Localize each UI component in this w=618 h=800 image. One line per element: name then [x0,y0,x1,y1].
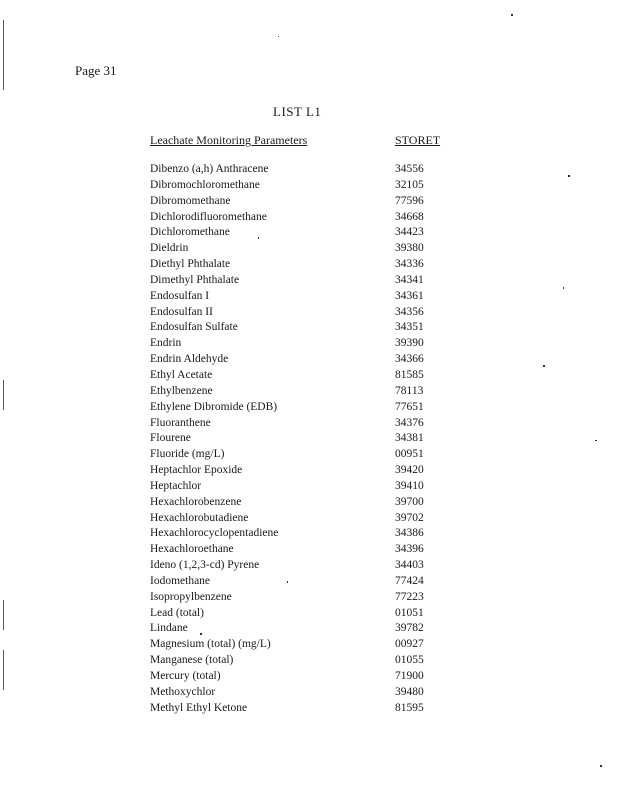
storet-code: 34376 [395,416,424,429]
storet-code: 39700 [395,495,424,508]
storet-code: 34366 [395,353,424,366]
scan-speck [563,287,564,289]
parameter-name: Heptachlor Epoxide [150,464,243,477]
parameter-name: Dibenzo (a,h) Anthracene [150,163,269,175]
parameter-name: Ethylene Dibromide (EDB) [150,400,278,413]
table-row [150,336,470,352]
storet-code: 34336 [395,258,424,271]
parameter-name: Magnesium (total) (mg/L) [150,638,271,651]
scan-edge-line [3,380,4,410]
table-row [150,431,470,447]
parameter-name: Fluoranthene [150,416,211,429]
table-row [150,558,470,574]
storet-code: 34381 [395,432,424,445]
table-row [150,210,470,226]
parameter-name: Dibromomethane [150,194,231,207]
parameter-name: Dibromochloromethane [150,178,260,191]
parameter-name: Ideno (1,2,3-cd) Pyrene [150,559,260,572]
table-row [150,701,470,717]
storet-code: 78113 [395,384,424,397]
parameter-name: Methyl Ethyl Ketone [150,701,248,714]
table-row [150,637,470,653]
parameter-table [150,162,470,717]
storet-code: 81585 [395,368,424,381]
storet-code: 34423 [395,226,424,239]
table-row [150,416,470,432]
table-row [150,685,470,701]
table-row [150,305,470,321]
table-row [150,368,470,384]
table-row [150,225,470,241]
parameter-name: Dichloromethane [150,226,230,239]
table-row [150,194,470,210]
storet-code: 34396 [395,543,424,556]
table-row [150,241,470,257]
parameter-name: Dimethyl Phthalate [150,273,240,286]
parameter-name: Endosulfan Sulfate [150,321,238,334]
storet-code: 39390 [395,337,424,350]
storet-code: 34341 [395,273,424,286]
scan-speck [595,440,597,441]
table-row [150,606,470,622]
table-row [150,289,470,305]
scan-edge-line [3,600,4,630]
storet-code: 39480 [395,685,424,698]
table-row [150,526,470,542]
parameter-name: Lindane [150,622,188,635]
scan-edge-line [3,20,4,90]
parameter-name: Endosulfan II [150,305,213,318]
parameter-name: Dieldrin [150,242,189,255]
storet-code: 39410 [395,479,424,492]
table-row [150,352,470,368]
storet-code: 01051 [395,606,424,619]
parameter-name: Hexachlorocyclopentadiene [150,527,279,540]
table-row [150,257,470,273]
storet-code: 39702 [395,511,424,524]
page-number: Page 31 [75,63,117,78]
storet-code: 34403 [395,559,424,572]
table-row [150,479,470,495]
table-row [150,384,470,400]
table-row [150,447,470,463]
storet-code: 77223 [395,590,424,603]
list-title: LIST L1 [273,104,322,119]
parameter-name: Hexachlorobutadiene [150,511,249,524]
parameter-name: Flourene [150,432,191,445]
storet-code: 00951 [395,448,424,461]
storet-code: 81595 [395,701,424,714]
storet-code: 34356 [395,305,424,318]
parameter-name: Isopropylbenzene [150,590,232,603]
scan-speck [543,365,545,367]
parameter-name: Endrin [150,337,182,350]
table-row [150,621,470,637]
storet-code: 77596 [395,194,424,207]
parameter-name: Hexachloroethane [150,543,234,556]
storet-code: 01055 [395,654,424,667]
parameter-name: Hexachlorobenzene [150,495,242,508]
storet-code: 32105 [395,178,424,191]
table-row [150,178,470,194]
parameter-name: Iodomethane [150,574,211,587]
scan-edge-line [3,650,4,690]
table-row [150,400,470,416]
storet-code: 77651 [395,400,424,413]
scan-speck [568,175,570,177]
table-row [150,162,470,178]
table-row [150,320,470,336]
parameter-name: Fluoride (mg/L) [150,448,225,461]
parameter-name: Heptachlor [150,479,202,492]
parameter-name: Ethyl Acetate [150,368,213,381]
storet-code: 34361 [395,289,424,302]
storet-code: 34351 [395,321,424,334]
parameter-name: Manganese (total) [150,654,234,667]
table-row [150,511,470,527]
storet-code: 34386 [395,527,424,540]
parameter-name: Methoxychlor [150,685,216,698]
table-row [150,495,470,511]
table-row [150,273,470,289]
table-row [150,463,470,479]
parameter-name: Diethyl Phthalate [150,258,231,271]
parameter-column-header: Leachate Monitoring Parameters [150,133,308,147]
table-row [150,590,470,606]
storet-code: 34668 [395,210,424,223]
scan-speck [511,14,513,16]
parameter-name: Mercury (total) [150,670,221,682]
storet-code: 34556 [395,163,424,175]
storet-code: 39782 [395,622,424,635]
storet-code: 39380 [395,242,424,255]
parameter-name: Dichlorodifluoromethane [150,210,267,223]
parameter-name: Endosulfan I [150,289,210,302]
table-row [150,574,470,590]
table-row [150,669,470,685]
scan-speck [600,765,602,767]
parameter-name: Lead (total) [150,606,204,619]
parameter-name: Ethylbenzene [150,384,213,397]
storet-code: 00927 [395,638,424,651]
storet-column-header: STORET [395,133,441,147]
scan-speck [278,36,279,37]
storet-code: 77424 [395,574,424,587]
table-row [150,542,470,558]
storet-code: 71900 [395,670,424,682]
storet-code: 39420 [395,464,424,477]
parameter-name: Endrin Aldehyde [150,353,229,366]
table-row [150,653,470,669]
